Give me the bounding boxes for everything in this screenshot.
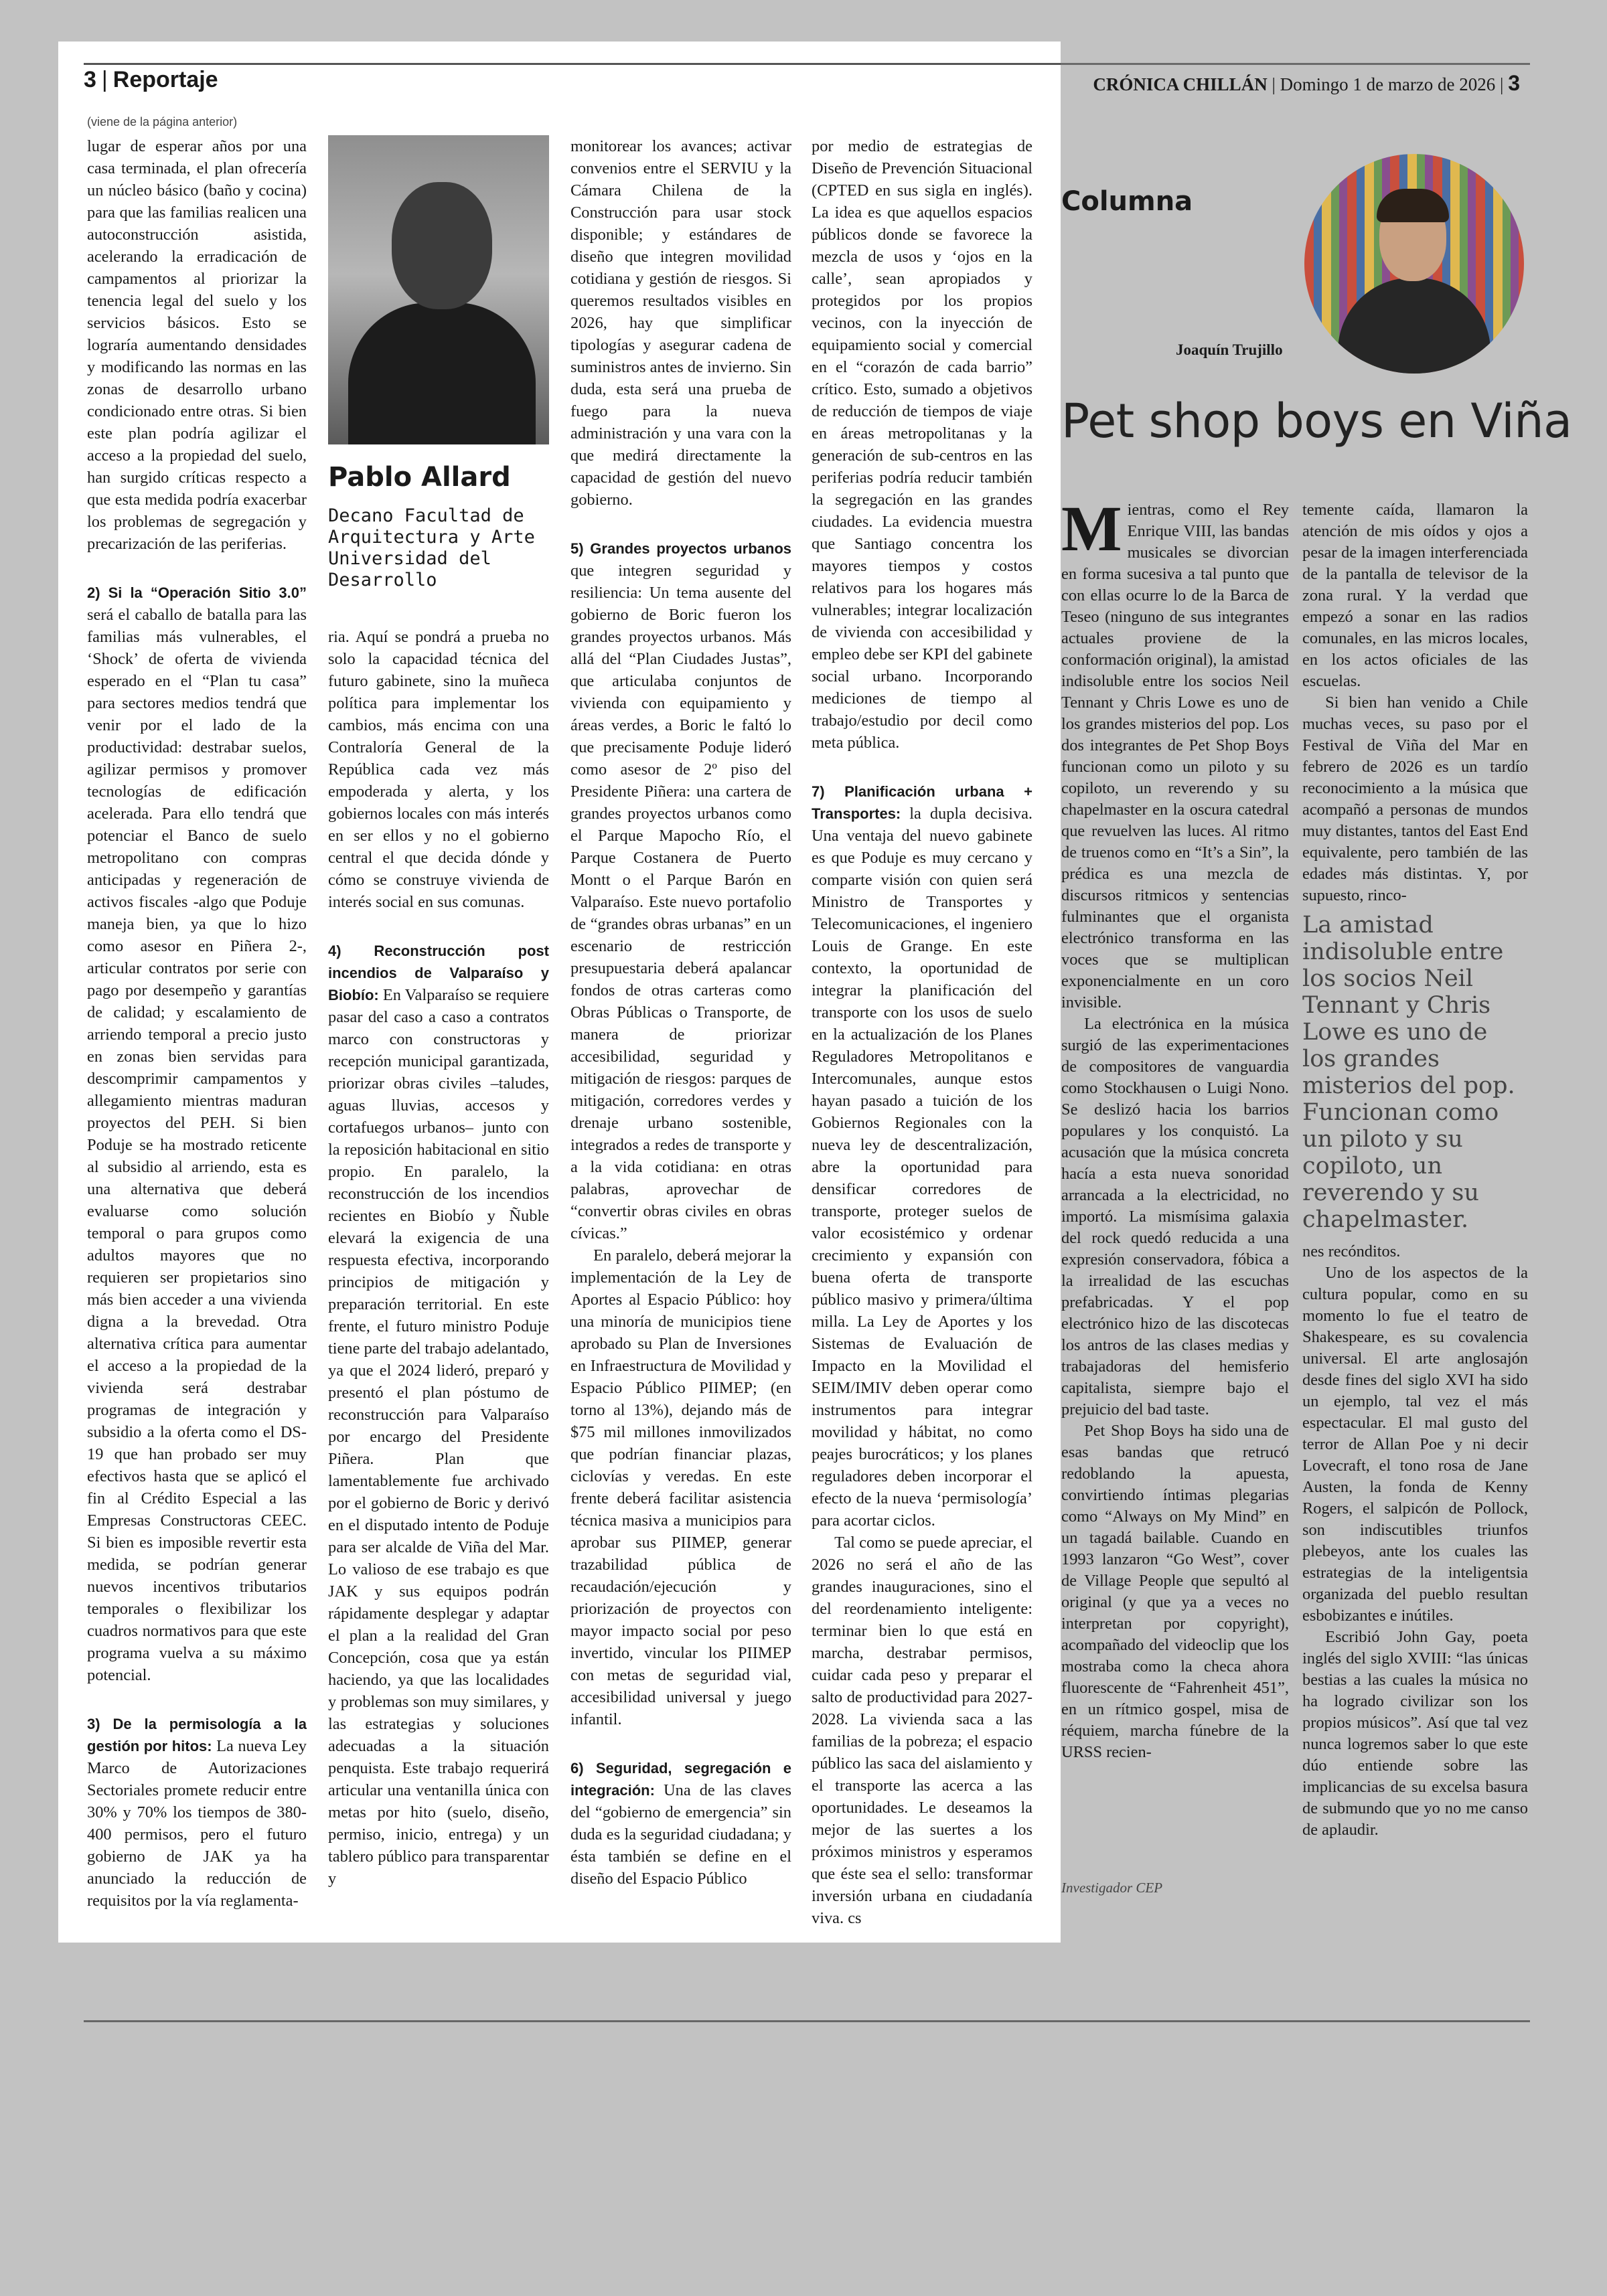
subheading-2: 2) Si la “Operación Sitio 3.0” <box>87 584 307 601</box>
column-title: Pet shop boys en Viña <box>1061 394 1572 448</box>
paragraph: Pet Shop Boys ha sido una de esas bandas que retrucó redoblando la apuesta, convirtiendo íntimas plegarias como “Always on My Mind” en un tagadá bailable. Cuando en 1993 lanzaron “Go West”, cover de Village People que sepultó al original (y que ya a veces no interpretan por copyright), acompañado del videoclip que los mostraba como la checa ahora fluorescente de “Fahrenheit 451”, en un rítmico gospel, misa de réquiem, marcha fúnebre de la URSS recien- <box>1061 1422 1289 1761</box>
subheading-5: 5) Grandes proyectos urbanos <box>570 540 791 557</box>
paragraph: por medio de estrategias de Diseño de Prevención Situacional (CPTED en sus sigla en inglés). La idea es que aquellos espacios públicos donde se favorece la mezcla de usos y ‘ojos en la calle’, sean apropiados y protegidos por los propios vecinos, con la inyección de equipamiento social y comercial en el “corazón de cada barrio” crítico. Esto, sumado a objetivos de reducción de tiempos de viaje en áreas metropolitanas y la generación de sub-centros en las periferias podría reducir también la segregación en las grandes ciudades. La evidencia muestra que Santiago concentra los mayores tiempos y costos relativos para los hogares más vulnerables; integrar localización de vivienda con accesibilidad y empleo debe ser KPI del gabinete social urbano. Incorporando mediciones de tiempo al trabajo/estudio por decil como meta pública. <box>812 137 1032 752</box>
page-number-right: 3 <box>1508 71 1520 95</box>
paragraph: la dupla decisiva. Una ventaja del nuevo gabinete es que Poduje es muy cercano y comparte visión con quien será Ministro de Transportes y Telecomunicaciones, el ingeniero Louis de Grange. En este contexto, la oportunidad de integrar la planificación del transporte con los usos de suelo en la actualización de los Planes Reguladores Metropolitanos e Intercomunales, aunque estos hayan pasado a tuición de los Gobiernos Regionales con la nueva ley de descentralización, abre la oportunidad para densificar corredores de transporte, proteger suelos de valor ecosistémico y ordenar crecimiento y expansión con buena oferta de transporte público masivo y primera/última milla. La Ley de Aportes y los Sistemas de Evaluación de Impacto en la Movilidad el SEIM/IMIV deben operar como instrumentos para integrar movilidad y hábitat, no como peajes burocráticos; y los planes reguladores deben incorporar el efecto de la nueva ‘permisología’ para acortar ciclos. <box>812 805 1032 1530</box>
paragraph: lugar de esperar años por una casa terminada, el plan ofrecería un núcleo básico (baño y cocina) para que las familias realicen una autoconstrucción asistida, acelerando la erradicación de campamentos al priorizar la tenencia legal del suelo y los servicios básicos. Esto se lograría aumentando densidades y modificando las normas en las zonas de desarrollo urbano condicionado entre otras. Si bien este plan podría agilizar el acceso a la propiedad del suelo, han surgido críticas respecto a que esta medida podría exacerbar los problemas de segregación y precarización de las periferias. <box>87 137 307 553</box>
section-header: 3 | Reportaje <box>84 67 218 92</box>
paragraph: En paralelo, deberá mejorar la implementación de la Ley de Aportes al Espacio Público: hoy una minoría de municipios tiene aprobado su Plan de Inversiones en Infraestructura de Movilidad y Espacio Público PIIMEP; (en torno al 13%), dejando más de $75 mil millones inmovilizados que podrían financiar plazas, ciclovías y veredas. En este frente deberá facilitar asistencia técnica masiva a municipios para aprobar sus PIIMEP, generar trazabilidad pública de recaudación/ejecución y priorización de proyectos con mayor impacto social por peso invertido, vincular los PIIMEP con metas de seguridad vial, accesibilidad universal y juego infantil. <box>570 1246 791 1728</box>
paragraph: Si bien han venido a Chile muchas veces, su paso por el Festival de Viña del Mar en febrero de 2026 es un tardío reconocimiento a la música que acompañó a personas de mundos muy distantes, tantos del East End equivalente, pero también de las edades más distintas. Y, por supuesto, rinco- <box>1302 693 1528 904</box>
header-rule-right <box>1061 63 1530 65</box>
paragraph: nes recónditos. <box>1302 1242 1401 1260</box>
paragraph: En Valparaíso se requiere pasar del caso a caso a contratos marco con constructoras y recepción municipal garantizada, priorizar obras civiles –taludes, aguas lluvias, accesos y cortafuegos urbanos– junto con la reposición habitacional en sitio propio. En paralelo, la reconstrucción de los incendios recientes en Biobío y Ñuble elevará la exigencia de una respuesta efectiva, incorporando principios de mitigación y preparación territorial. En este frente, el futuro ministro Poduje tiene parte del trabajo adelantado, ya que el 2024 lideró, preparó y presentó el plan póstumo de reconstrucción para Valparaíso por encargo del Presidente Piñera. Plan que lamentablemente fue archivado por el gobierno de Boric y derivó en el disputado intento de Poduje para ser alcalde de Viña del Mar. Lo valioso de ese trabajo es que JAK y sus equipos podrán rápidamente desplegar y adaptar el plan a la realidad del Gran Concepción, cosa que ya están haciendo, ya que las localidades y problemas son muy similares, y las estrategias y soluciones adecuadas a la situación penquista. Este trabajo requerirá articular una ventanilla única con metas por hito (suelo, diseño, permiso, inicio, entrega) y un tablero público para transparentar y <box>328 986 549 1888</box>
column-label: Columna <box>1061 186 1193 217</box>
pull-quote: La amistad indisoluble entre los socios Neil Tennant y Chris Lowe es uno de los grandes misterios del pop. Funcionan como un piloto y su copiloto, un reverendo y su chapelmaster. <box>1302 912 1515 1233</box>
subheading-3: 3) De la permisología a la gestión por hitos: <box>87 1716 307 1754</box>
paragraph: La electrónica en la música surgió de las experimentaciones de compositores de vanguardia como Stockhausen o Luigi Nono. Se deslizó hacia los barrios populares y los conquistó. La acusación que la música concreta hacía a esta nueva sonoridad arrancada a la electricidad, no importó. La mismísima galaxia del rock quedó reducida a una expresión conservadora, fóbica a la irrealidad de las escuchas prefabricadas. Y el pop electrónico hizo de las discotecas los antros de las clases medias y trabajadoras del hemisferio capitalista, siempre bajo el prejuicio del bad taste. <box>1061 1015 1289 1418</box>
column-signature: Investigador CEP <box>1061 1880 1163 1896</box>
article-column-1 <box>87 135 307 1912</box>
paragraph: será el caballo de batalla para las familias más vulnerables, el ‘Shock’ de oferta de vivienda esperado en el “Plan tu casa” para sectores medios tendrá que venir por el lado de la productividad: destrabar suelos, agilizar permisos y promover tecnologías de edificación acelerada. Para ello tendrá que potenciar el Banco de suelo metropolitano con compras anticipadas y regeneración de activos fiscales -algo que Poduje maneja bien, ya que lo hizo como asesor en Piñera 2-, articular contratos por serie con pago por desempeño y garantías de calidad; y escalamiento de arriendo temporal a precio justo en zonas bien servidas para descomprimir campamentos y allegamiento mientras maduran proyectos del PEH. Si bien Poduje se ha mostrado reticente al subsidio al arriendo, esta es una alternativa que deberá evaluarse como solución temporal o para grupos como adultos mayores que no requieren ser propietarios sino más bien acceder a una vivienda digna a la brevedad. Otra alternativa crítica para aumentar el acceso a la propiedad de la vivienda será destrabar programas de integración y subsidio a la oferta como el DS-19 que han probado ser muy efectivos hasta que se aplicó el fin al Crédito Especial a las Empresas Constructoras CEEC. Si bien es imposible revertir esta medida, se podrían generar nuevos incentivos tributarios temporales o flexibilizar los cuadros normativos para que este programa vuelva a su máximo potencial. <box>87 606 307 1684</box>
author-name: Pablo Allard <box>328 462 511 493</box>
subheading-4: 4) Reconstrucción post incendios de Valparaíso y Biobío: <box>328 942 549 1003</box>
author-role: Decano Facultad de Arquitectura y Arte Universidad del Desarrollo <box>328 505 535 590</box>
paragraph: Una de las claves del “gobierno de emergencia” sin duda es la seguridad ciudadana; y ésta también se define en el diseño del Espacio Público <box>570 1781 791 1888</box>
column-text-left <box>1061 493 1289 1763</box>
paragraph: ientras, como el Rey Enrique VIII, las bandas musicales se divorcian en forma sucesiva a tal punto que con ellas ocurre lo de la Barca de Teseo (ninguno de sus integrantes actuales proviene de la conformación original), la amistad indisoluble entre los socios Neil Tennant y Chris Lowe es uno de los grandes misterios del pop. Los dos integrantes de Pet Shop Boys funcionan como un piloto y su copiloto, un reverendo y su chapelmaster en la oscura catedral que revuelven las luces. Al ritmo de truenos como en “It’s a Sin”, la prédica es una mezcla de discursos ritmicos y sentencias fulminantes que el organista electrónico transforma en las voces que se multiplican exponencialmente en un coro invisible. <box>1061 501 1289 1011</box>
article-column-3 <box>570 135 791 1890</box>
continued-note: (viene de la página anterior) <box>87 115 238 129</box>
subheading-7: 7) Planificación urbana + Transportes: <box>812 783 1032 822</box>
issue-date: Domingo 1 de marzo de 2026 <box>1280 74 1496 94</box>
column-text-right <box>1302 499 1528 1841</box>
paragraph: Tal como se puede apreciar, el 2026 no será el año de las grandes inauguraciones, sino el del reordenamiento inteligente: terminar bien lo que está en marcha, destrabar permisos, cuidar cada peso y preparar el salto de productividad para 2027-2028. La vivienda saca a las familias de la pobreza; el espacio público las saca del aislamiento y el transporte las acerca a las oportunidades. Le deseamos la mejor de las suertes a los próximos ministros y esperamos que éste sea el sello: transformar inversión urbana en ciudadanía viva. <box>812 1534 1032 1927</box>
article-column-4 <box>812 135 1032 1929</box>
paragraph: Escribió John Gay, poeta inglés del siglo XVIII: “las únicas bestias a las cuales la música no ha logrado civilizar son los propios músicos”. Así que tal vez nunca logremos saber lo que este dúo entiende sobre las implicancias de su excelsa basura de submundo que yo no me canso de aplaudir. <box>1302 1628 1528 1839</box>
section-name: Reportaje <box>112 67 218 92</box>
paragraph: La nueva Ley Marco de Autorizaciones Sectoriales promete reducir entre 30% y 70% los tiempos de 380-400 permisos, pero el futuro gobierno de JAK ya ha anunciado la reducción de requisitos por la vía reglamenta- <box>87 1737 307 1910</box>
paragraph: temente caída, llamaron la atención de mis oídos y ojos a pesar de la imagen interferenciada de la pantalla de televisor de la zona rural. Y la verdad que empezó a sonar en las radios comunales, en las micros locales, en los actos oficiales de las escuelas. <box>1302 501 1528 690</box>
page-number-left: 3 <box>84 67 96 92</box>
footer-rule <box>84 2020 1530 2022</box>
author-photo <box>328 135 549 444</box>
column-author: Joaquín Trujillo <box>1176 341 1283 358</box>
paragraph: Uno de los aspectos de la cultura popular, como en su momento lo fue el teatro de Shakespeare, es su covalencia universal. El arte anglosajón desde fines del siglo XVI ha sido un ejemplo, tal vez el más espectacular. El mal gusto del terror de Allan Poe y ni decir Lovecraft, el tono rosa de Jane Austen, la fonda de Kenny Rogers, el salpicón de Pollock, son indiscutibles triunfos plebeyos, ante los cuales las estrategias de la inteligentsia organizada del pueblo resultan esbobizantes e inútiles. <box>1302 1264 1528 1625</box>
end-mark: cs <box>848 1909 862 1927</box>
subheading-6: 6) Seguridad, segregación e integración: <box>570 1760 791 1799</box>
newspaper-header: CRÓNICA CHILLÁN | Domingo 1 de marzo de 2026 | 3 <box>1093 71 1520 95</box>
columnist-photo <box>1304 154 1524 374</box>
article-column-2 <box>328 626 549 1890</box>
paragraph: ria. Aquí se pondrá a prueba no solo la capacidad técnica del futuro gabinete, sino la muñeca política para implementar los cambios, más encima con una Contraloría General de la República cada vez más empoderada y alerta, y los gobiernos locales con más interés en ser ellos y no el gobierno central el que decida dónde y cómo se construye vivienda de interés social en sus comunas. <box>328 628 549 911</box>
paragraph: que integren seguridad y resiliencia: Un tema ausente del gobierno de Boric fueron los grandes proyectos urbanos. Más allá del “Plan Ciudades Justas”, que articulaba conjuntos de vivienda con equipamiento y áreas verdes, a Boric le faltó lo que precisamente Poduje lideró como asesor de 2º piso del Presidente Piñera: una cartera de grandes proyectos urbanos como el Parque Mapocho Río, el Parque Costanera de Puerto Montt o el Parque Barón en Valparaíso. Este nuevo portafolio de “grandes obras urbanas” en un escenario de restricción presupuestaria deberá apalancar fondos de otras carteras como Obras Públicas o Transporte, de manera de priorizar accesibilidad, seguridad y mitigación de riesgos: parques de mitigación, corredores verdes y drenaje urbano sostenible, integrados a redes de transporte y a la vida cotidiana: en otras palabras, aprovechar de “convertir obras civiles en obras cívicas.” <box>570 562 791 1242</box>
paragraph: monitorear los avances; activar convenios entre el SERVIU y la Cámara Chilena de la Construcción para usar stock disponible; y estándares de diseño que integren movilidad cotidiana y gestión de riesgos. Si queremos resultados visibles en 2026, hay que simplificar tipologías y asegurar cadena de suministros antes de invierno. Sin duda, esta será una prueba de fuego para la nueva administración y una vara con la que medirá directamente la capacidad de gestión del nuevo gobierno. <box>570 137 791 509</box>
newspaper-name: CRÓNICA CHILLÁN <box>1093 74 1268 94</box>
header-rule-left <box>84 63 1061 65</box>
drop-cap: M <box>1061 493 1122 564</box>
